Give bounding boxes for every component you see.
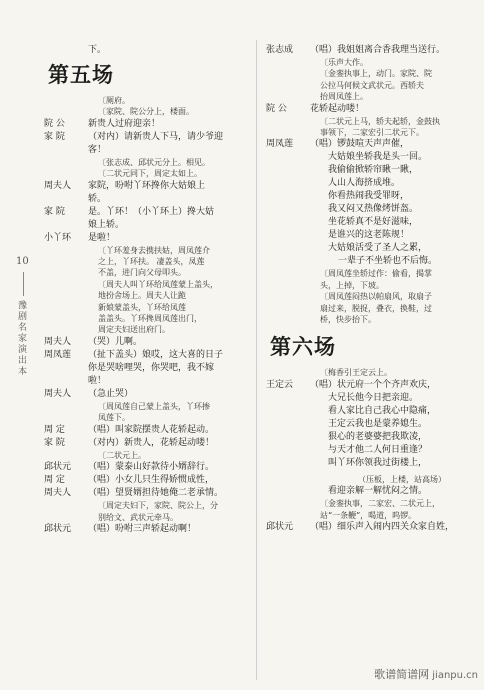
line-text: 桥，快步抬下。 xyxy=(320,315,376,325)
dialogue-text: （对内）新贵人，花轿起动喽！ xyxy=(88,437,215,448)
dialogue-text: （哭）儿啊。 xyxy=(88,336,143,347)
dialogue-text: （唱）望贤婿担待她俺二老承情。 xyxy=(88,488,224,499)
dialogue-text: （急止哭） xyxy=(88,388,134,399)
line-text: 〔周凤莲自己蒙上盖头，丫环掺 xyxy=(98,401,210,411)
line-text: 扇过来，脱捉，叠衣，换鞋，过 xyxy=(320,303,432,313)
left-column xyxy=(44,44,244,536)
line-text: 看迎亲解一解忧闷之情。 xyxy=(328,486,428,497)
speaker-name: 家 院 xyxy=(44,437,65,448)
continuation-line xyxy=(44,362,244,375)
stage-direction xyxy=(44,412,244,423)
dialogue-text: （唱）细乐声入闹内四关众家自姓， xyxy=(310,522,455,533)
top-line: 下。 xyxy=(88,45,107,55)
line-text: 头，上掉，下坡。 xyxy=(320,280,384,290)
line-text: 〔厕府。 xyxy=(98,96,130,105)
verse-line xyxy=(266,203,466,216)
verse-line xyxy=(266,177,466,190)
line-text: 〔周定夫妇下，家院、院公上，分 xyxy=(98,501,218,511)
stage-direction xyxy=(266,510,466,521)
dialogue-line xyxy=(44,461,244,474)
stage-direction xyxy=(44,500,244,511)
speaker-name: 邱状元 xyxy=(266,522,294,533)
speaker-name: 院 公 xyxy=(44,118,65,129)
dialogue-text: 是啦！ xyxy=(88,232,116,243)
stage-direction xyxy=(44,313,244,324)
stage-direction xyxy=(44,324,244,335)
dialogue-line xyxy=(44,437,244,450)
page-number: 10 xyxy=(16,256,29,267)
dialogue-line xyxy=(44,487,244,500)
stage-direction xyxy=(266,57,466,68)
stage-direction xyxy=(266,291,466,302)
line-text: 你是哭啥哩哭，你哭吧，我不嫁 xyxy=(88,362,215,373)
line-text: 啦！ xyxy=(88,375,107,386)
dialogue-text: 家院，吩咐丫环搀你大姑娘上 xyxy=(88,180,206,191)
dialogue-line xyxy=(266,521,466,534)
dialogue-line xyxy=(44,180,244,193)
dialogue-line xyxy=(44,232,244,245)
dialogue-line xyxy=(44,424,244,437)
line-text: 王定云我也是蒙养媳生。 xyxy=(328,418,428,429)
dialogue-text: （扯下盖头）娘哎，这大喜的日子 xyxy=(88,349,224,360)
line-text: 叫丫环你领我过街楼上， xyxy=(328,457,428,468)
left-lines xyxy=(44,95,244,536)
stage-direction xyxy=(266,303,466,314)
stage-direction xyxy=(266,80,466,91)
dialogue-line xyxy=(44,474,244,487)
line-text: 站“一条鞭”，喝道，呜锣。 xyxy=(320,510,417,520)
speaker-name: 张志成 xyxy=(266,45,294,55)
line-text: 大姑娘活受了圣人之累， xyxy=(328,243,428,254)
speaker-name: 周夫人 xyxy=(44,180,72,191)
stage-direction xyxy=(266,498,466,509)
speaker-name: 周夫人 xyxy=(44,488,72,499)
continuation-line xyxy=(44,193,244,206)
line-text: 坐花轿真不是好滋味， xyxy=(328,217,419,228)
dialogue-text: 是。丫环！（小丫环上）搀大姑 xyxy=(88,206,215,217)
speaker-name: 小丫环 xyxy=(44,232,72,243)
stage-direction xyxy=(44,267,244,278)
speaker-name: 周凤莲 xyxy=(44,349,72,360)
verse-line xyxy=(266,392,466,405)
stage-direction xyxy=(266,474,466,485)
scene-title-6: 第六场 xyxy=(270,334,336,360)
right-lines-top xyxy=(266,44,466,325)
side-rule xyxy=(23,272,24,296)
speaker-name: 院 公 xyxy=(266,103,287,114)
stage-direction xyxy=(44,168,244,179)
dialogue-line xyxy=(44,349,244,362)
dialogue-text: （对内）请新贵人下马，请少爷迎 xyxy=(88,131,224,142)
stage-direction xyxy=(266,127,466,138)
stage-direction xyxy=(266,268,466,279)
line-text: 是谁兴的这老陈规！ xyxy=(328,230,410,241)
verse-line xyxy=(266,405,466,418)
line-text: 〔二状元上马，轿夫起轿，金鼓执 xyxy=(320,116,440,126)
dialogue-text: （唱）状元府一个个齐声欢庆， xyxy=(310,379,437,390)
continuation-line xyxy=(44,375,244,388)
speaker-name: 邱状元 xyxy=(44,462,72,473)
line-text: 新娘蒙盖头，丫环给凤莲 xyxy=(98,302,186,312)
line-text: 娘上轿。 xyxy=(88,219,125,230)
verse-line xyxy=(266,242,466,255)
line-text: 〔金銮执事，二家宏、二状元上， xyxy=(320,499,440,509)
stage-direction xyxy=(44,245,244,256)
line-text: 人山人海挤成堆。 xyxy=(328,178,401,189)
stage-direction xyxy=(44,256,244,267)
stage-direction xyxy=(44,450,244,461)
verse-line xyxy=(266,431,466,444)
line-text: 狠心的老婆婆把我欺凌， xyxy=(328,431,428,442)
dialogue-line xyxy=(266,379,466,392)
dialogue-text: 花轿起动喽！ xyxy=(310,103,365,114)
dialogue-line xyxy=(266,103,466,116)
continuation-line xyxy=(44,219,244,232)
verse-line xyxy=(266,418,466,431)
stage-direction xyxy=(44,512,244,523)
dialogue-line xyxy=(266,138,466,151)
stage-direction xyxy=(266,280,466,291)
stage-direction xyxy=(266,91,466,102)
line-text: 你看热闹我受罪呀， xyxy=(328,191,410,202)
watermark-cn: 歌谱简谱网 xyxy=(374,668,430,681)
line-text: 公拉马何候文武状元。西轿夫 xyxy=(320,80,424,90)
line-text: 大姑娘坐轿我是头一回。 xyxy=(328,152,428,163)
speaker-name: 周 定 xyxy=(44,424,65,435)
stage-direction xyxy=(44,106,244,117)
scene-title-5: 第五场 xyxy=(48,62,114,87)
dialogue-text: （唱）叫家院摆贵人花轿起动。 xyxy=(88,424,215,435)
line-text: 〔二状元同下，周定太如上。 xyxy=(98,169,202,179)
verse-line xyxy=(266,444,466,457)
verse-line xyxy=(266,457,466,470)
watermark xyxy=(374,666,478,682)
stage-direction xyxy=(266,367,466,378)
line-text: 〔金銮执事上，动门。家院、院 xyxy=(320,69,432,79)
stage-direction xyxy=(266,116,466,127)
line-text: 〔周夫人叫丫环给凤莲蒙上盖头， xyxy=(98,279,218,289)
right-lines-bottom xyxy=(266,367,466,534)
line-text: 〔家院、院公分上，楼面。 xyxy=(98,107,194,117)
line-text: 客！ xyxy=(88,144,107,155)
line-text: 抬周凤莲上。 xyxy=(320,92,368,102)
line-text: 凤莲下。 xyxy=(98,413,130,423)
line-text: 我又闷又热像烤饼盔。 xyxy=(328,204,419,215)
speaker-name: 周凤莲 xyxy=(266,139,294,150)
dialogue-text: （唱）蒙泰山好款待小婿辞行。 xyxy=(88,462,215,473)
line-text: 〔周凤莲闷热以帕扇风，取扇子 xyxy=(320,292,432,302)
speaker-name: 王定云 xyxy=(266,379,294,390)
speaker-name: 周 定 xyxy=(44,475,65,486)
line-text: 〔周凤莲坐轿过作：偷看，揭掌 xyxy=(320,269,432,279)
dialogue-text: （唱）吩咐三声轿起动啊！ xyxy=(88,523,197,534)
line-text: 看人家比自己我心中隐痛， xyxy=(328,405,437,416)
line-text: 一辈子不坐轿也不后悔。 xyxy=(338,256,438,267)
line-text: 盖盖头。丫环搀周凤莲出门， xyxy=(98,314,202,324)
speaker-name: 家 院 xyxy=(44,131,65,142)
dialogue-text: （唱）小女儿只生得娇惯成性， xyxy=(88,475,215,486)
verse-line xyxy=(266,164,466,177)
dialogue-line xyxy=(44,131,244,144)
verse-line xyxy=(266,190,466,203)
line-text: 轿。 xyxy=(88,193,107,204)
verse-line xyxy=(266,151,466,164)
dialogue-text: （唱）锣鼓喧天声声催， xyxy=(310,139,410,150)
line-text: 事领下，二家宏引二状元下。 xyxy=(320,128,424,138)
dialogue-line xyxy=(44,118,244,131)
dialogue-line xyxy=(44,336,244,349)
line-text: 别给文、武状元牵马。 xyxy=(98,512,178,522)
dialogue-text: （唱）我姐姐离合香我理当送行。 xyxy=(310,45,446,55)
line-text: 地扮舍场上。周夫人让跪 xyxy=(98,291,186,301)
line-text: 与天才他二人何日重逢？ xyxy=(328,444,428,455)
line-text: 大兄长他今日把亲迎。 xyxy=(328,392,419,403)
stage-direction xyxy=(266,68,466,79)
line-text: 〔张志成、邱状元分上。相见。 xyxy=(98,157,210,167)
verse-line xyxy=(266,216,466,229)
line-text: 我偷偷掀轿帘瞅一瞅， xyxy=(328,165,419,176)
line-text: 〔乐声大作。 xyxy=(320,58,368,67)
verse-line xyxy=(266,485,466,498)
book-title-side: 豫剧名家演出本 xyxy=(16,300,26,377)
dialogue-line xyxy=(44,523,244,536)
stage-direction xyxy=(44,95,244,106)
dialogue-text: 新贵人过府迎亲！ xyxy=(88,118,161,129)
line-text: 〔丫环羞身去携扶姑，周凤莲介 xyxy=(98,245,210,255)
line-text: 〔梅香引王定云上。 xyxy=(320,368,392,378)
stage-direction xyxy=(44,302,244,313)
line-text: 之上，丫环扶。 凄盖头，凤莲 xyxy=(98,257,205,267)
dialogue-line xyxy=(266,44,466,57)
speaker-name: 周夫人 xyxy=(44,336,72,347)
speaker-name: 家 院 xyxy=(44,206,65,217)
dialogue-line xyxy=(44,388,244,401)
line-text: 周定夫妇送出府门。 xyxy=(98,325,170,335)
stage-direction xyxy=(44,279,244,290)
verse-line xyxy=(266,229,466,242)
column-divider xyxy=(256,40,257,680)
line-text: （压板，上楼，站高场） xyxy=(358,474,446,484)
stage-direction xyxy=(44,157,244,168)
verse-line xyxy=(266,255,466,268)
speaker-name: 邱状元 xyxy=(44,523,72,534)
stage-direction xyxy=(44,290,244,301)
stage-direction xyxy=(266,314,466,325)
watermark-url: jianpu.cn xyxy=(432,670,478,681)
line-text: 〔二状元上。 xyxy=(98,450,146,460)
stage-direction xyxy=(44,401,244,412)
right-column xyxy=(266,44,466,534)
continuation-line xyxy=(44,144,244,157)
line-text: 不盖，进门向父母叩头。 xyxy=(98,268,186,278)
dialogue-line xyxy=(44,206,244,219)
speaker-name: 周夫人 xyxy=(44,388,72,399)
